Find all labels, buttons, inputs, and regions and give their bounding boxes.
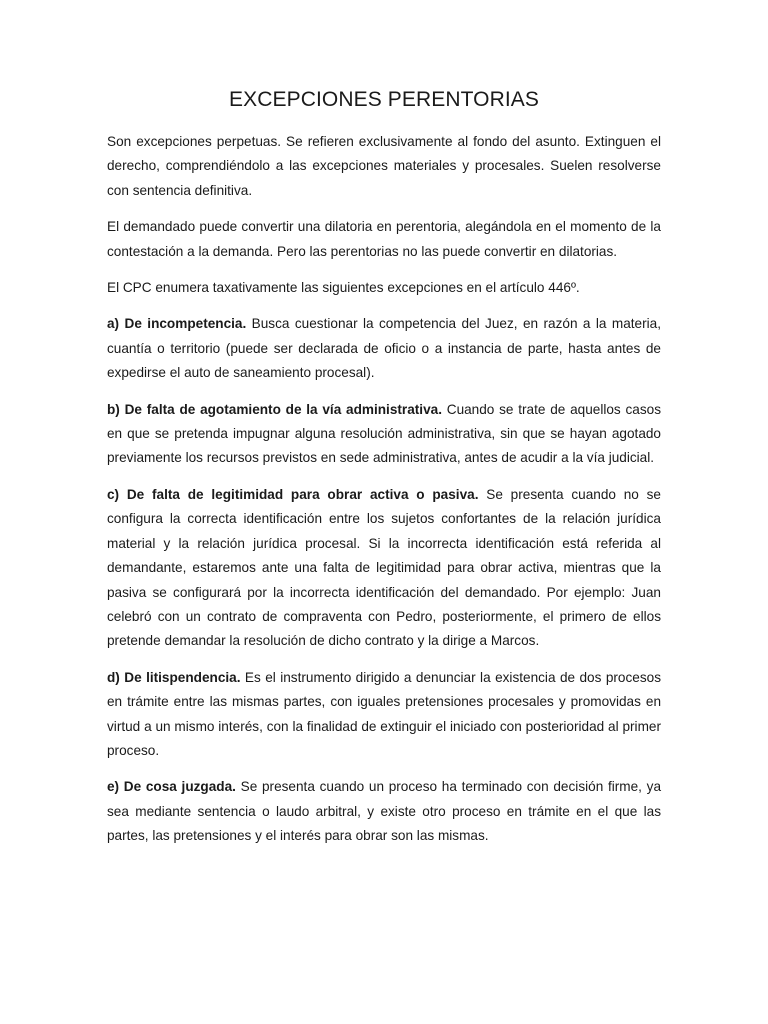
- document-page: [107, 86, 661, 861]
- exception-description: Busca cuestionar la competencia del Juez, en razón a la materia, cuantía o territorio (puede ser declarada de oficio o a instancia de parte, hasta antes de expedirse el auto de saneamiento procesal).: [107, 316, 662, 381]
- exception-item-incompetencia: [107, 312, 661, 385]
- exception-description: Cuando se trate de aquellos casos en que se pretenda impugnar alguna resolución administrativa, sin que se hayan agotado previamente los recursos previstos en sede administrativa, antes de acudir a la vía judicial.: [107, 401, 662, 466]
- intro-paragraph-3: El CPC enumera taxativamente las siguientes excepciones en el artículo 446º.: [107, 280, 580, 296]
- exception-description: Se presenta cuando un proceso ha terminado con decisión firme, ya sea mediante sentencia o laudo arbitral, y existe otro proceso en trámite en el que las partes, las pretensiones y el interés para obrar son las mismas.: [107, 779, 661, 844]
- exception-term: d) De litispendencia.: [107, 669, 241, 685]
- exception-term: c) De falta de legitimidad para obrar activa o pasiva.: [107, 486, 479, 502]
- exception-item-legitimidad: [107, 483, 661, 654]
- exception-item-litispendencia: [107, 666, 661, 764]
- exception-item-agotamiento: [107, 398, 661, 471]
- intro-paragraph-1: Son excepciones perpetuas. Se refieren exclusivamente al fondo del asunto. Extinguen el derecho, comprendiéndolo a las excepciones materiales y procesales. Suelen resolverse con sentencia definitiva.: [107, 134, 661, 198]
- document-title: EXCEPCIONES PERENTORIAS: [229, 88, 539, 111]
- exception-term: e) De cosa juzgada.: [107, 779, 236, 795]
- exception-description: Es el instrumento dirigido a denunciar la existencia de dos procesos en trámite entre las mismas partes, con iguales pretensiones procesales y promovidas en virtud a un mismo interés, con la finalidad de extinguir el iniciado con posterioridad al primer proceso.: [107, 669, 661, 758]
- intro-paragraph-2: El demandado puede convertir una dilatoria en perentoria, alegándola en el momento de la contestación a la demanda. Pero las perentorias no las puede convertir en dilatorias.: [107, 219, 661, 259]
- exception-term: a) De incompetencia.: [107, 316, 247, 332]
- exception-item-cosa-juzgada: [107, 775, 661, 848]
- exception-term: b) De falta de agotamiento de la vía administrativa.: [107, 401, 442, 417]
- exception-description: Se presenta cuando no se configura la correcta identificación entre los sujetos confortantes de la relación jurídica material y la relación jurídica procesal. Si la incorrecta identificación está referida al demandante, estaremos ante una falta de legitimidad para obrar activa, mientras que la pasiva se configurará por la incorrecta identificación del demandado. Por ejemplo: Juan celebró con un contrato de compraventa con Pedro, posteriormente, el primero de ellos pretende demandar la resolución de dicho contrato y la dirige a Marcos.: [107, 486, 661, 649]
